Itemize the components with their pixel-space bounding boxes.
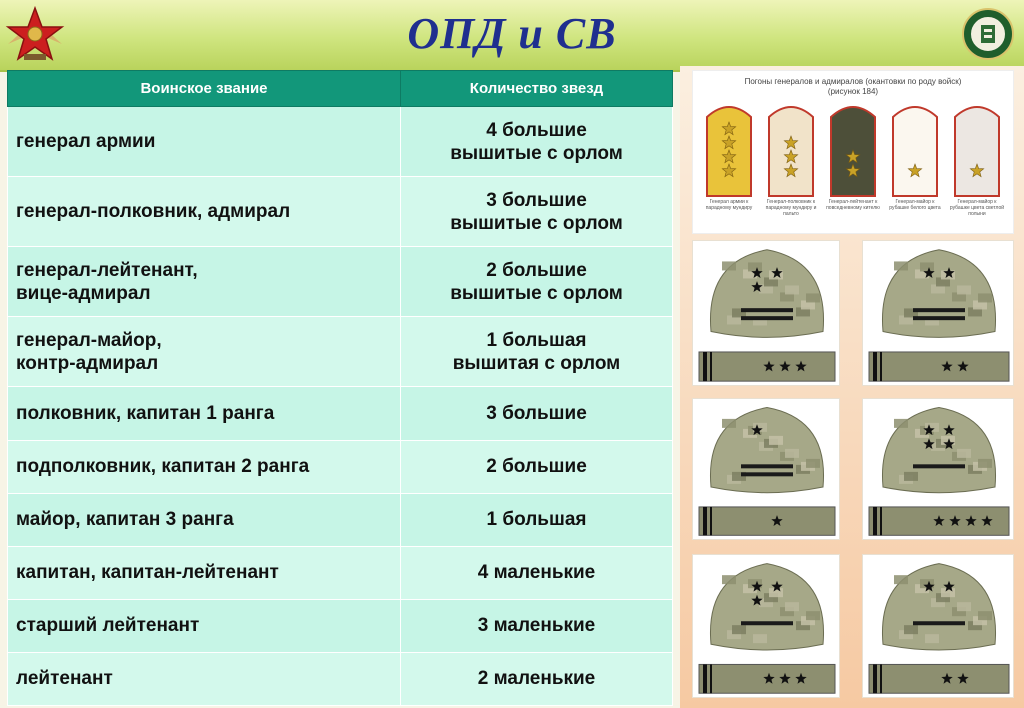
insignia-image <box>692 554 840 698</box>
shoulder-board-shape <box>893 107 937 196</box>
stars-text: вышитые с орлом <box>450 142 623 164</box>
table-row <box>8 107 673 177</box>
camo-spot <box>904 625 918 634</box>
rank-cell <box>8 247 401 317</box>
rank-stripe <box>913 621 965 625</box>
stars-cell <box>401 387 673 440</box>
camo-spot <box>957 602 971 611</box>
insignia-drawing <box>863 555 1015 699</box>
stars-text: 4 большие <box>486 119 587 141</box>
insignia-image <box>862 240 1014 386</box>
camo-spot <box>978 459 992 468</box>
rank-text: майор, капитан 3 ранга <box>16 509 234 531</box>
camo-spot <box>806 459 820 468</box>
stars-cell <box>401 599 673 652</box>
table-row <box>8 599 673 652</box>
caption-line: Погоны генералов и адмиралов (окантовки по роду войск) <box>744 77 962 86</box>
stars-text: вышитые с орлом <box>450 282 623 304</box>
strap-edge <box>873 507 877 535</box>
camo-spot <box>978 611 992 620</box>
camo-spot <box>722 261 736 270</box>
rank-cell <box>8 599 401 652</box>
rank-text: генерал-полковник, адмирал <box>16 201 291 223</box>
rank-cell <box>8 440 401 493</box>
stars-text: 3 большие <box>486 189 587 211</box>
stars-text: 2 маленькие <box>477 668 596 690</box>
shoulder-strap <box>869 352 1009 381</box>
stars-cell <box>401 317 673 387</box>
stars-cell <box>401 652 673 705</box>
camo-spot <box>748 262 762 271</box>
insignia-image <box>692 398 840 540</box>
insignia-drawing <box>693 399 841 541</box>
camo-spot <box>785 285 799 294</box>
camo-spot <box>722 419 736 428</box>
strap-edge <box>880 352 882 381</box>
table-row <box>8 247 673 317</box>
camo-spot <box>925 634 939 643</box>
board-label: Генерал-лейтенант к повседневному кителю <box>826 199 880 211</box>
strap-edge <box>703 507 707 535</box>
table-row <box>8 493 673 546</box>
camo-spot <box>904 472 918 481</box>
rank-text: капитан, капитан-лейтенант <box>16 562 279 584</box>
rank-text: генерал армии <box>16 131 156 153</box>
table-row <box>8 317 673 387</box>
board-label: Генерал-майор к рубашке белого цвета <box>889 199 941 211</box>
strap-edge <box>710 352 712 381</box>
rank-stripe <box>913 316 965 320</box>
shoulder-board-shape <box>955 107 999 196</box>
camo-spot <box>785 449 799 458</box>
rank-stripe <box>741 464 793 468</box>
table-row <box>8 387 673 440</box>
rank-stripe <box>741 316 793 320</box>
camo-spot <box>785 602 799 611</box>
rank-cell <box>8 493 401 546</box>
stars-cell <box>401 247 673 317</box>
camo-spot <box>894 419 908 428</box>
header-rank: Воинское звание <box>8 71 401 107</box>
camo-spot <box>769 436 783 445</box>
camo-spot <box>806 611 820 620</box>
camo-spot <box>957 285 971 294</box>
rank-stripe <box>741 308 793 312</box>
ranks-table <box>7 70 673 706</box>
stars-text: вышитая с орлом <box>452 352 621 374</box>
stars-text: 3 большие <box>486 402 587 424</box>
rank-text: контр-адмирал <box>16 352 159 374</box>
stars-cell <box>401 440 673 493</box>
rank-cell <box>8 177 401 247</box>
shoulder-board <box>769 107 813 196</box>
stars-text: 4 маленькие <box>477 562 596 584</box>
shoulder-board <box>893 107 937 196</box>
strap-edge <box>703 664 707 693</box>
camo-spot <box>894 261 908 270</box>
board-label: Генерал-майор к рубашке цвета светлой полыни <box>949 199 1005 217</box>
page-title: ОПД и СВ <box>407 9 617 58</box>
stars-cell <box>401 546 673 599</box>
rank-cell <box>8 107 401 177</box>
camo-spot <box>806 293 820 302</box>
stars-text: 1 большая <box>486 509 587 531</box>
shoulder-board <box>707 107 751 196</box>
stars-cell <box>401 107 673 177</box>
stars-text: 2 большие <box>486 259 587 281</box>
insignia-drawing <box>693 555 841 699</box>
rank-cell <box>8 387 401 440</box>
caption-line: (рисунок 184) <box>827 87 879 96</box>
strap-edge <box>873 352 877 381</box>
rank-text: подполковник, капитан 2 ранга <box>16 456 310 478</box>
rank-text: вице-адмирал <box>16 282 151 304</box>
header-stars: Количество звезд <box>401 71 673 107</box>
insignia-drawing <box>693 241 841 387</box>
camo-spot <box>894 575 908 584</box>
board-label: Генерал-полковник к парадному мундиру и пальто <box>765 199 817 217</box>
stars-cell <box>401 493 673 546</box>
shoulder-board <box>831 107 875 196</box>
strap-edge <box>873 664 877 693</box>
strap-edge <box>710 664 712 693</box>
camo-spot <box>957 449 971 458</box>
shoulder-strap <box>699 507 835 535</box>
camo-spot <box>920 262 934 271</box>
rank-text: старший лейтенант <box>16 615 200 637</box>
insignia-image <box>862 398 1014 540</box>
camo-spot <box>978 293 992 302</box>
green-seal-emblem-icon <box>962 8 1014 60</box>
rank-cell <box>8 546 401 599</box>
board-label: Генерал армии к парадному мундиру <box>705 199 753 211</box>
stars-text: 1 большая <box>486 329 587 351</box>
rank-text: генерал-майор, <box>16 329 162 351</box>
rank-text: лейтенант <box>16 668 113 690</box>
table-header-row <box>8 71 673 107</box>
insignia-drawing <box>863 399 1015 541</box>
camo-spot <box>753 634 767 643</box>
table-row <box>8 177 673 247</box>
rank-stripe <box>913 464 965 468</box>
camo-spot <box>732 625 746 634</box>
strap-edge <box>880 664 882 693</box>
stars-text: вышитые с орлом <box>450 212 623 234</box>
header-bar <box>0 0 1024 72</box>
rank-stripe <box>913 308 965 312</box>
rank-text: полковник, капитан 1 ранга <box>16 402 275 424</box>
insignia-image <box>692 240 840 386</box>
rank-stripe <box>741 472 793 476</box>
shoulder-strap <box>869 664 1009 693</box>
general-shoulder-boards-image <box>692 70 1014 234</box>
strap-edge <box>880 507 882 535</box>
rank-cell <box>8 652 401 705</box>
camo-spot <box>722 575 736 584</box>
table-row <box>8 440 673 493</box>
stars-text: 2 большие <box>486 456 587 478</box>
rank-stripe <box>741 621 793 625</box>
insignia-drawing <box>863 241 1015 387</box>
rank-cell <box>8 317 401 387</box>
shoulder-board <box>955 107 999 196</box>
table-row <box>8 652 673 705</box>
insignia-image <box>862 554 1014 698</box>
strap-edge <box>703 352 707 381</box>
stars-text: 3 маленькие <box>477 615 596 637</box>
table-row <box>8 546 673 599</box>
stars-cell <box>401 177 673 247</box>
strap-edge <box>710 507 712 535</box>
rank-text: генерал-лейтенант, <box>16 259 198 281</box>
